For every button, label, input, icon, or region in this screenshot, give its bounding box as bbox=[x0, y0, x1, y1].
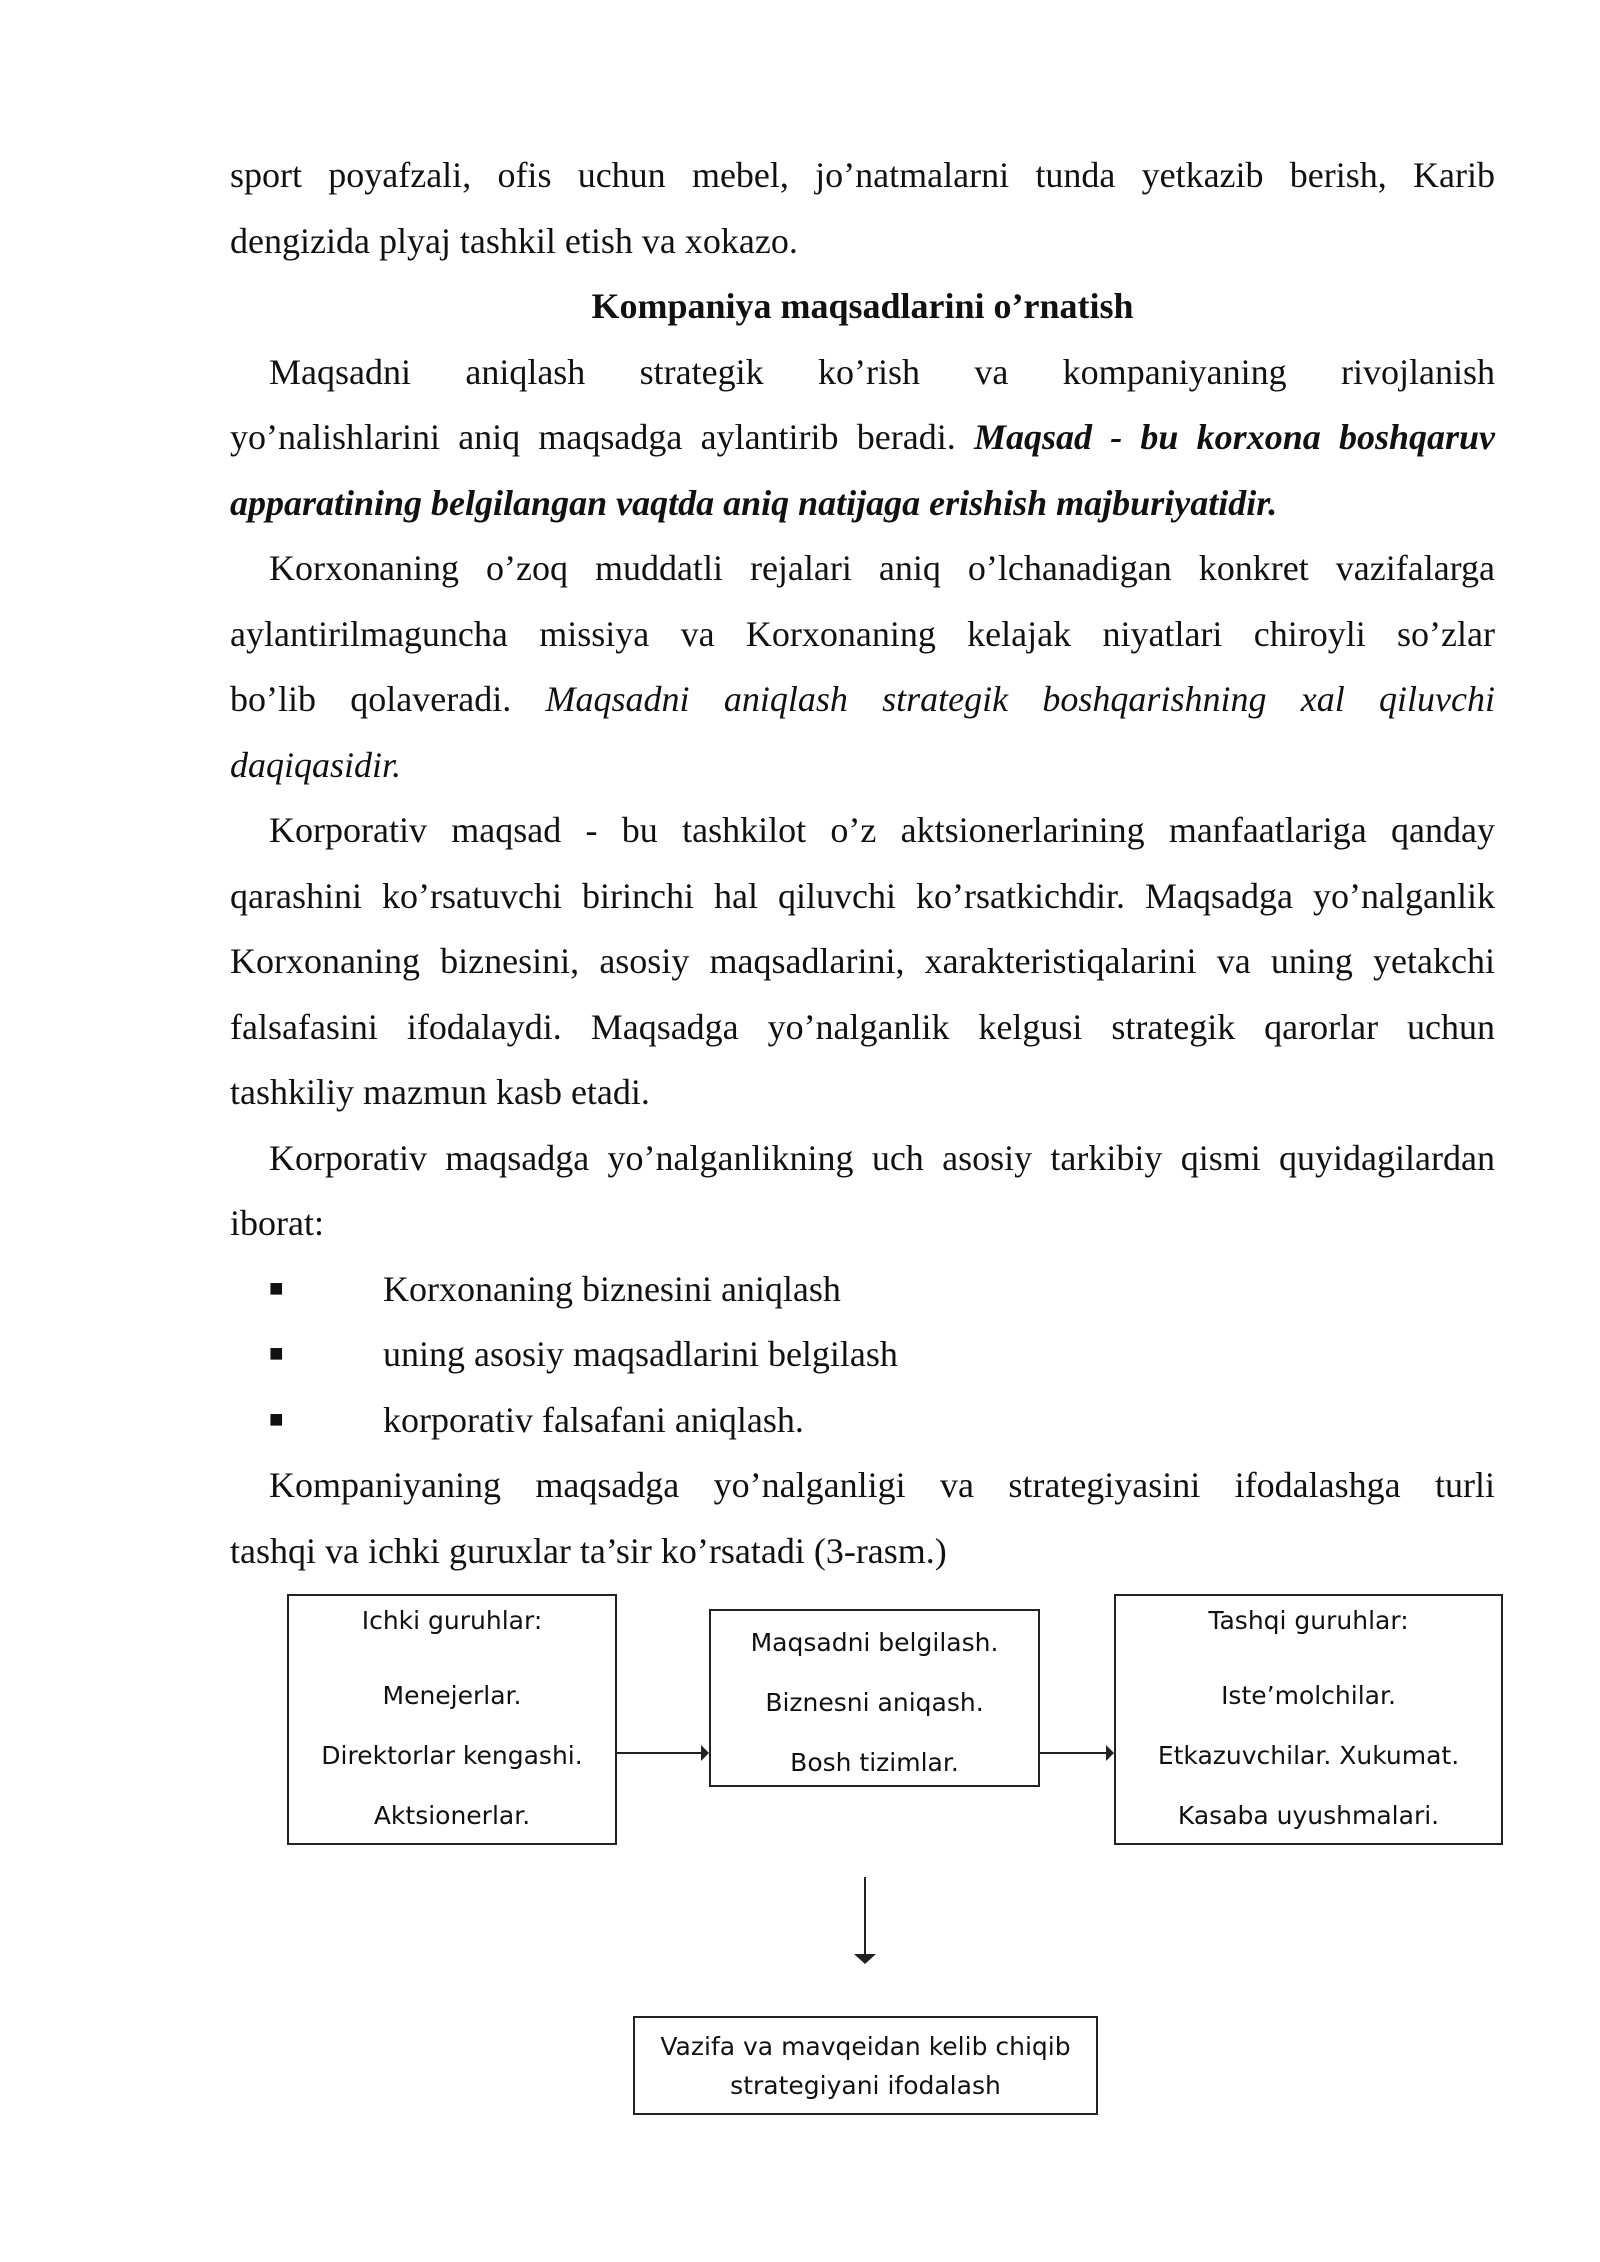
external-groups-box bbox=[1114, 1594, 1503, 1845]
list-item-text: Korxonaning biznesini aniqlash bbox=[383, 1268, 841, 1309]
arrow-internal-to-goal bbox=[617, 1752, 701, 1754]
paragraph-line: Maqsadni aniqlash strategik ko’rish va kompaniyaning rivojlanish bbox=[269, 351, 1495, 392]
box-item: Vazifa va mavqeidan kelib chiqib bbox=[660, 2032, 1071, 2061]
italic-text: Maqsadni aniqlash strategik boshqarishning xal qiluvchi bbox=[545, 679, 1495, 719]
italic-text: daqiqasidir. bbox=[230, 744, 402, 785]
paragraph-line: Korxonaning o’zoq muddatli rejalari aniq o’lchanadigan konkret vazifalarga bbox=[269, 548, 1495, 588]
arrow-down-to-result bbox=[864, 1877, 866, 1954]
box-item: Menejerlar. bbox=[382, 1681, 522, 1710]
paragraph-line: qarashini ko’rsatuvchi birinchi hal qiluvchi ko’rsatkichdir. Maqsadga yo’nalganlik bbox=[230, 875, 1495, 916]
arrow-goal-to-external bbox=[1040, 1752, 1106, 1754]
definition-emphasis: apparatining belgilangan vaqtda aniq natijaga erishish majburiyatidir. bbox=[230, 482, 1278, 523]
list-item-text: uning asosiy maqsadlarini belgilash bbox=[383, 1334, 898, 1374]
box-item: Biznesni aniqash. bbox=[765, 1688, 984, 1717]
paragraph-line: Korporativ maqsad - bu tashkilot o’z aktsionerlarining manfaatlariga qanday bbox=[269, 810, 1495, 850]
paragraph-line: sport poyafzali, ofis uchun mebel, jo’natmalarni tunda yetkazib berish, Karib bbox=[230, 155, 1495, 195]
paragraph-line: iborat: bbox=[230, 1203, 324, 1243]
box-item: Maqsadni belgilash. bbox=[750, 1628, 999, 1657]
list-item-text: korporativ falsafani aniqlash. bbox=[383, 1399, 804, 1440]
box-title: Tashqi guruhlar: bbox=[1208, 1606, 1409, 1635]
box-item: Bosh tizimlar. bbox=[790, 1748, 959, 1777]
paragraph-line: Kompaniyaning maqsadga yo’nalganligi va strategiyasini ifodalashga turli bbox=[269, 1465, 1495, 1505]
definition-emphasis: Maqsad - bu korxona boshqaruv bbox=[973, 417, 1495, 457]
paragraph-line: Korporativ maqsadga yo’nalganlikning uch asosiy tarkibiy qismi quyidagilardan bbox=[269, 1137, 1495, 1178]
internal-groups-box bbox=[287, 1594, 617, 1845]
paragraph-line: tashqi va ichki guruxlar ta’sir ko’rsatadi (3-rasm.) bbox=[230, 1530, 947, 1571]
box-item: Aktsionerlar. bbox=[373, 1801, 531, 1830]
arrow-right-icon bbox=[1106, 1745, 1114, 1761]
box-item: strategiyani ifodalash bbox=[730, 2071, 1001, 2100]
square-bullet-icon: ■ bbox=[269, 1341, 284, 1367]
paragraph-line: tashkiliy mazmun kasb etadi. bbox=[230, 1072, 650, 1112]
paragraph-line: Korxonaning biznesini, asosiy maqsadlarini, xarakteristiqalarini va uning yetakchi bbox=[230, 941, 1495, 981]
square-bullet-icon: ■ bbox=[269, 1406, 284, 1433]
plain-text: bo’lib qolaveradi. bbox=[230, 679, 546, 719]
goal-setting-box bbox=[709, 1609, 1040, 1787]
arrow-down-icon bbox=[854, 1954, 876, 1964]
paragraph-line: aylantirilmaguncha missiya va Korxonaning kelajak niyatlari chiroyli so’zlar bbox=[230, 613, 1495, 654]
paragraph-line: falsafasini ifodalaydi. Maqsadga yo’nalganlik kelgusi strategik qarorlar uchun bbox=[230, 1006, 1495, 1047]
square-bullet-icon: ■ bbox=[269, 1275, 284, 1302]
box-item: Kasaba uyushmalari. bbox=[1177, 1801, 1440, 1830]
box-title: Ichki guruhlar: bbox=[361, 1606, 543, 1635]
paragraph-line: dengizida plyaj tashkil etish va xokazo. bbox=[230, 220, 798, 261]
section-heading: Kompaniya maqsadlarini o’rnatish bbox=[591, 286, 1134, 326]
box-item: Direktorlar kengashi. bbox=[321, 1741, 583, 1770]
box-item: Etkazuvchilar. Xukumat. bbox=[1157, 1741, 1460, 1770]
box-item: Iste’molchilar. bbox=[1221, 1681, 1396, 1710]
plain-text: yo’nalishlarini aniq maqsadga aylantirib beradi. bbox=[230, 417, 974, 457]
strategy-result-box bbox=[633, 2016, 1098, 2115]
arrow-right-icon bbox=[701, 1745, 709, 1761]
